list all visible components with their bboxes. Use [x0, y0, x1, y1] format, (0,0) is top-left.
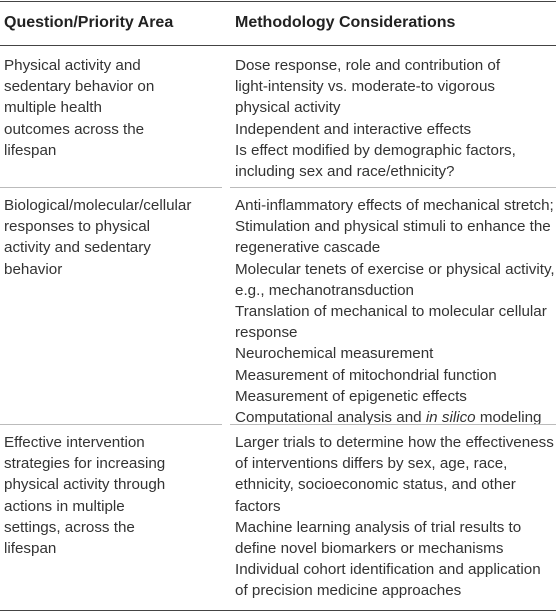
- row-1-area-line: sedentary behavior on: [4, 78, 155, 96]
- row-1-method-line: Dose response, role and contribution of: [235, 57, 501, 74]
- row-3-priority-area: [4, 432, 219, 559]
- row-1-method-line: including sex and race/ethnicity?: [235, 163, 455, 181]
- row-2-method-line: regenerative cascade: [235, 239, 381, 257]
- row-2-method-line: response: [235, 324, 298, 342]
- method-text: modeling: [475, 409, 542, 427]
- row-separator: [0, 187, 222, 188]
- column-header-methodology-considerations: Methodology Considerations: [235, 14, 456, 31]
- row-2-method-line: Measurement of mitochondrial function: [235, 366, 497, 384]
- row-1-area-line: Physical activity and: [4, 57, 141, 74]
- column-header-question-priority-area: Question/Priority Area: [4, 14, 174, 31]
- row-2-area-line: responses to physical: [4, 218, 151, 236]
- method-text: Computational analysis and: [235, 409, 426, 427]
- row-separator: [230, 187, 556, 188]
- row-2-method-line: Stimulation and physical stimuli to enhance the: [235, 218, 551, 236]
- row-3-method-line: of interventions differs by sex, age, race,: [235, 455, 508, 473]
- row-2-method-line: Molecular tenets of exercise or physical activity,: [235, 260, 555, 278]
- row-3-area-line: physical activity through: [4, 476, 166, 494]
- row-3-method-line: define novel biomarkers or mechanisms: [235, 540, 504, 558]
- row-1-method-line: Independent and interactive effects: [235, 120, 472, 138]
- row-1-method-line: physical activity: [235, 99, 341, 117]
- row-3-area-line: settings, across the: [4, 518, 135, 536]
- row-1-methodology: [235, 55, 555, 182]
- row-1-area-line: lifespan: [4, 141, 57, 159]
- row-1-priority-area: [4, 55, 219, 161]
- row-2-method-line: Neurochemical measurement: [235, 345, 434, 363]
- row-2-area-line: activity and sedentary: [4, 239, 151, 257]
- row-3-method-line: factors: [235, 497, 281, 515]
- row-2-method-line-computational: [235, 407, 555, 428]
- row-2-method-line: e.g., mechanotransduction: [235, 281, 414, 299]
- row-separator: [230, 424, 556, 425]
- row-2-method-line: Measurement of epigenetic effects: [235, 387, 467, 405]
- row-2-priority-area: [4, 195, 219, 280]
- row-3-method-line: Individual cohort identification and application: [235, 561, 541, 579]
- row-2-area-line: behavior: [4, 260, 63, 278]
- row-separator: [0, 424, 222, 425]
- row-2-methodology: [235, 195, 555, 428]
- header-bottom-rule: [0, 45, 556, 46]
- row-2-area-line: Biological/molecular/cellular: [4, 197, 192, 214]
- row-2-method-line: Translation of mechanical to molecular cellular: [235, 303, 547, 321]
- row-3-method-line: ethnicity, socioeconomic status, and other: [235, 476, 516, 494]
- row-3-method-line: of precision medicine approaches: [235, 582, 462, 600]
- row-1-area-line: multiple health: [4, 99, 102, 117]
- row-3-methodology: [235, 432, 555, 602]
- row-3-method-line: Larger trials to determine how the effectiveness: [235, 434, 554, 451]
- row-1-method-line: light-intensity vs. moderate-to vigorous: [235, 78, 495, 96]
- row-1-area-line: outcomes across the: [4, 120, 145, 138]
- method-text-italic: in silico: [425, 409, 476, 427]
- table-top-rule: [0, 1, 556, 2]
- row-3-area-line: actions in multiple: [4, 497, 125, 515]
- row-3-method-line: Machine learning analysis of trial results to: [235, 518, 522, 536]
- table-bottom-rule: [0, 610, 556, 611]
- row-1-method-line: Is effect modified by demographic factors,: [235, 141, 516, 159]
- row-2-method-line: Anti-inflammatory effects of mechanical stretch;: [235, 197, 554, 214]
- row-3-area-line: Effective intervention: [4, 434, 145, 451]
- row-3-area-line: strategies for increasing: [4, 455, 166, 473]
- row-3-area-line: lifespan: [4, 540, 57, 558]
